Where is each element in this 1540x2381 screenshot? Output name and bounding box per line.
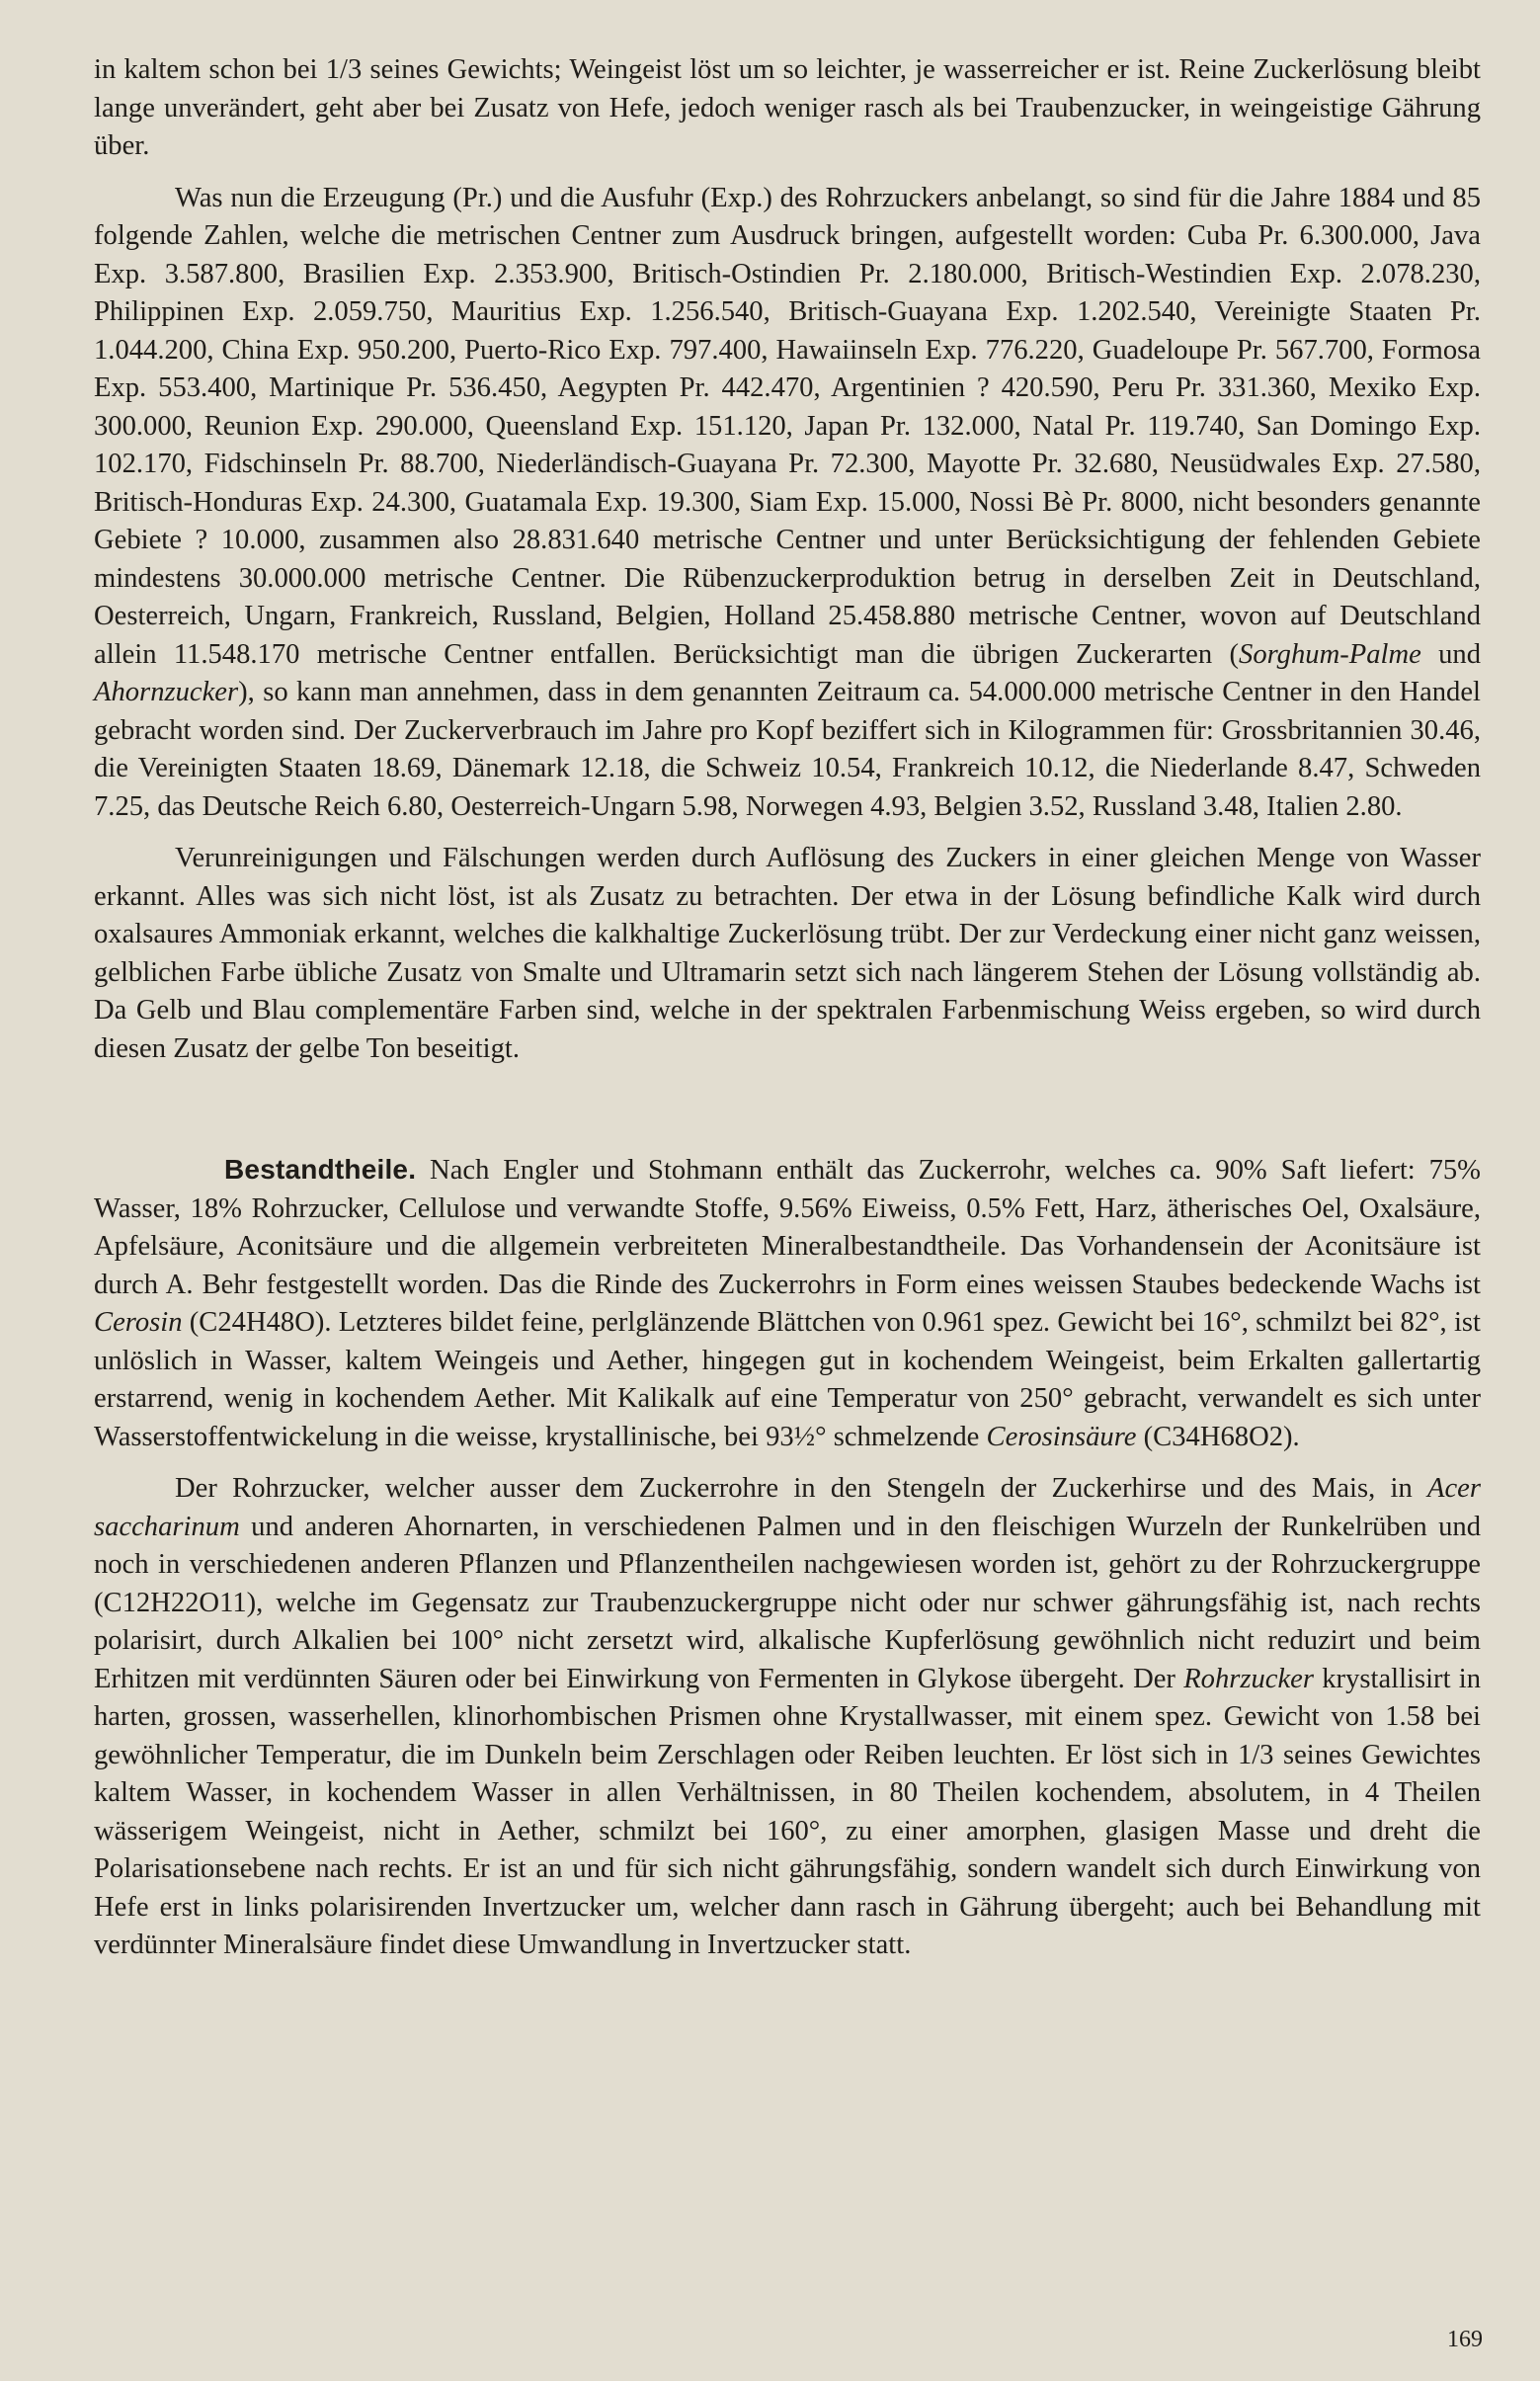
- production-text-tail: ), so kann man annehmen, dass in dem genannten Zeitraum ca. 54.000.000 metrische Centner in den Handel gebracht worden sind. Der Zuckerverbrauch im Jahre pro Kopf beziffert sich in Kilogrammen für: Grossbritannien 30.46, die Vereinigten Staaten 18.69, Dänemark 12.18, die Schweiz 10.54, Frankreich 10.12, die Niederlande 8.47, Schweden 7.25, das Deutsche Reich 6.80, Oesterreich-Ungarn 5.98, Norwegen 4.93, Belgien 3.52, Russland 3.48, Italien 2.80.: [94, 677, 1481, 822]
- paragraph-constituents: [94, 1151, 1481, 1456]
- paragraph-cane-sugar: [94, 1470, 1481, 1965]
- cane-sugar-text-c: krystallisirt in harten, grossen, wasserhellen, klinorhombischen Prismen ohne Krystallwasser, mit einem spez. Gewicht von 1.58 bei gewöhnlicher Temperatur, die im Dunkeln beim Zerschlagen oder Reiben leuchten. Er löst sich in 1/3 seines Gewichtes kaltem Wasser, in kochendem Wasser in allen Verhältnissen, in 80 Theilen kochendem, absolutem, in 4 Theilen wässerigem Weingeist, nicht in Aether, schmilzt bei 160°, zu einer amorphen, glasigen Masse und dreht die Polarisationsebene nach rechts. Er ist an und für sich nicht gährungsfähig, sondern wandelt sich durch Einwirkung von Hefe erst in links polarisirenden Invertzucker um, welcher dann rasch in Gährung übergeht; auch bei Behandlung mit verdünnter Mineralsäure findet diese Umwandlung in Invertzucker statt.: [94, 1663, 1481, 1960]
- constituents-text-b: (C24H48O). Letzteres bildet feine, perlglänzende Blättchen von 0.961 spez. Gewicht bei 16°, schmilzt bei 82°, ist unlöslich in Wasser, kaltem Weingeis und Aether, hingegen gut in kochendem Weingeist, beim Erkalten gallertartig erstarrend, wenig in kochendem Aether. Mit Kalikalk auf eine Temperatur von 250° gebracht, verwandelt es sich unter Wasserstoffentwickelung in die weisse, krystallinische, bei 93½° schmelzende: [94, 1307, 1481, 1452]
- italic-cerosinsaeure: Cerosinsäure: [986, 1421, 1137, 1452]
- italic-acer-saccharinum: Acer saccharinum: [94, 1473, 1481, 1542]
- cane-sugar-text-a: Der Rohrzucker, welcher ausser dem Zuckerrohre in den Stengeln der Zuckerhirse und des Mais, in: [175, 1473, 1428, 1504]
- italic-sorghum: Sorghum-Palme: [1239, 638, 1421, 670]
- section-heading: Bestandtheile.: [224, 1154, 417, 1185]
- paragraph-solubility: in kaltem schon bei 1/3 seines Gewichts; Weingeist löst um so leichter, je wasserreicher er ist. Reine Zuckerlösung bleibt lange unverändert, geht aber bei Zusatz von Hefe, jedoch weniger rasch als bei Traubenzucker, in weingeistige Gährung über.: [94, 54, 1481, 161]
- constituents-text-c: (C34H68O2).: [1136, 1421, 1300, 1452]
- production-text: Was nun die Erzeugung (Pr.) und die Ausfuhr (Exp.) des Rohrzuckers anbelangt, so sind für die Jahre 1884 und 85 folgende Zahlen, welche die metrischen Centner zum Ausdruck bringen, aufgestellt worden: Cuba Pr. 6.300.000, Java Exp. 3.587.800, Brasilien Exp. 2.353.900, Britisch-Ostindien Pr. 2.180.000, Britisch-Westindien Exp. 2.078.230, Philippinen Exp. 2.059.750, Mauritius Exp. 1.256.540, Britisch-Guayana Exp. 1.202.540, Vereinigte Staaten Pr. 1.044.200, China Exp. 950.200, Puerto-Rico Exp. 797.400, Hawaiinseln Exp. 776.220, Guadeloupe Pr. 567.700, Formosa Exp. 553.400, Martinique Pr. 536.450, Aegypten Pr. 442.470, Argentinien ? 420.590, Peru Pr. 331.360, Mexiko Exp. 300.000, Reunion Exp. 290.000, Queensland Exp. 151.120, Japan Pr. 132.000, Natal Pr. 119.740, San Domingo Exp. 102.170, Fidschinseln Pr. 88.700, Niederländisch-Guayana Pr. 72.300, Mayotte Pr. 32.680, Neusüdwales Exp. 27.580, Britisch-Honduras Exp. 24.300, Guatamala Exp. 19.300, Siam Exp. 15.000, Nossi Bè Pr. 8000, nicht besonders genannte Gebiete ? 10.000, zusammen also 28.831.640 metrische Centner und unter Berücksichtigung der fehlenden Gebiete mindestens 30.000.000 metrische Centner. Die Rübenzuckerproduktion betrug in derselben Zeit in Deutschland, Oesterreich, Ungarn, Frankreich, Russland, Belgien, Holland 25.458.880 metrische Centner, wovon auf Deutschland allein 11.548.170 metrische Centner entfallen. Berücksichtigt man die übrigen Zuckerarten (: [94, 182, 1481, 670]
- cane-sugar-text-b: und anderen Ahornarten, in verschiedenen Palmen und in den fleischigen Wurzeln der Runkelrüben und noch in verschiedenen anderen Pflanzen und Pflanzentheilen nachgewiesen worden ist, gehört zu der Rohrzuckergruppe (C12H22O11), welche im Gegensatz zur Traubenzuckergruppe nicht oder nur schwer gährungsfähig ist, nach rechts polarisirt, durch Alkalien bei 100° nicht zersetzt wird, alkalische Kupferlösung gewöhnlich nicht reduzirt und beim Erhitzen mit verdünnten Säuren oder bei Einwirkung von Fermenten in Glykose übergeht. Der: [94, 1511, 1481, 1694]
- italic-ahornzucker: Ahornzucker: [94, 677, 239, 707]
- italic-rohrzucker: Rohrzucker: [1183, 1663, 1315, 1694]
- paragraph-production-export: [94, 180, 1481, 827]
- constituents-text-a: Nach Engler und Stohmann enthält das Zuckerrohr, welches ca. 90% Saft liefert: 75% Wasser, 18% Rohrzucker, Cellulose und verwandte Stoffe, 9.56% Eiweiss, 0.5% Fett, Harz, ätherisches Oel, Oxalsäure, Apfelsäure, Aconitsäure und die allgemein verbreiteten Mineralbestandtheile. Das Vorhandensein der Aconitsäure ist durch A. Behr festgestellt worden. Das die Rinde des Zuckerrohrs in Form eines weissen Staubes bedeckende Wachs ist: [94, 1155, 1481, 1300]
- paragraph-impurities: Verunreinigungen und Fälschungen werden durch Auflösung des Zuckers in einer gleichen Menge von Wasser erkannt. Alles was sich nicht löst, ist als Zusatz zu betrachten. Der etwa in der Lösung befindliche Kalk wird durch oxalsaures Ammoniak erkannt, welches die kalkhaltige Zuckerlösung trübt. Der zur Verdeckung einer nicht ganz weissen, gelblichen Farbe übliche Zusatz von Smalte und Ultramarin setzt sich nach längerem Stehen der Lösung vollständig ab. Da Gelb und Blau complementäre Farben sind, welche in der spektralen Farbenmischung Weiss ergeben, so wird durch diesen Zusatz der gelbe Ton beseitigt.: [94, 843, 1481, 1064]
- production-text-mid: und: [1420, 638, 1482, 670]
- italic-cerosin: Cerosin: [94, 1307, 183, 1338]
- page-number: 169: [1447, 2327, 1483, 2352]
